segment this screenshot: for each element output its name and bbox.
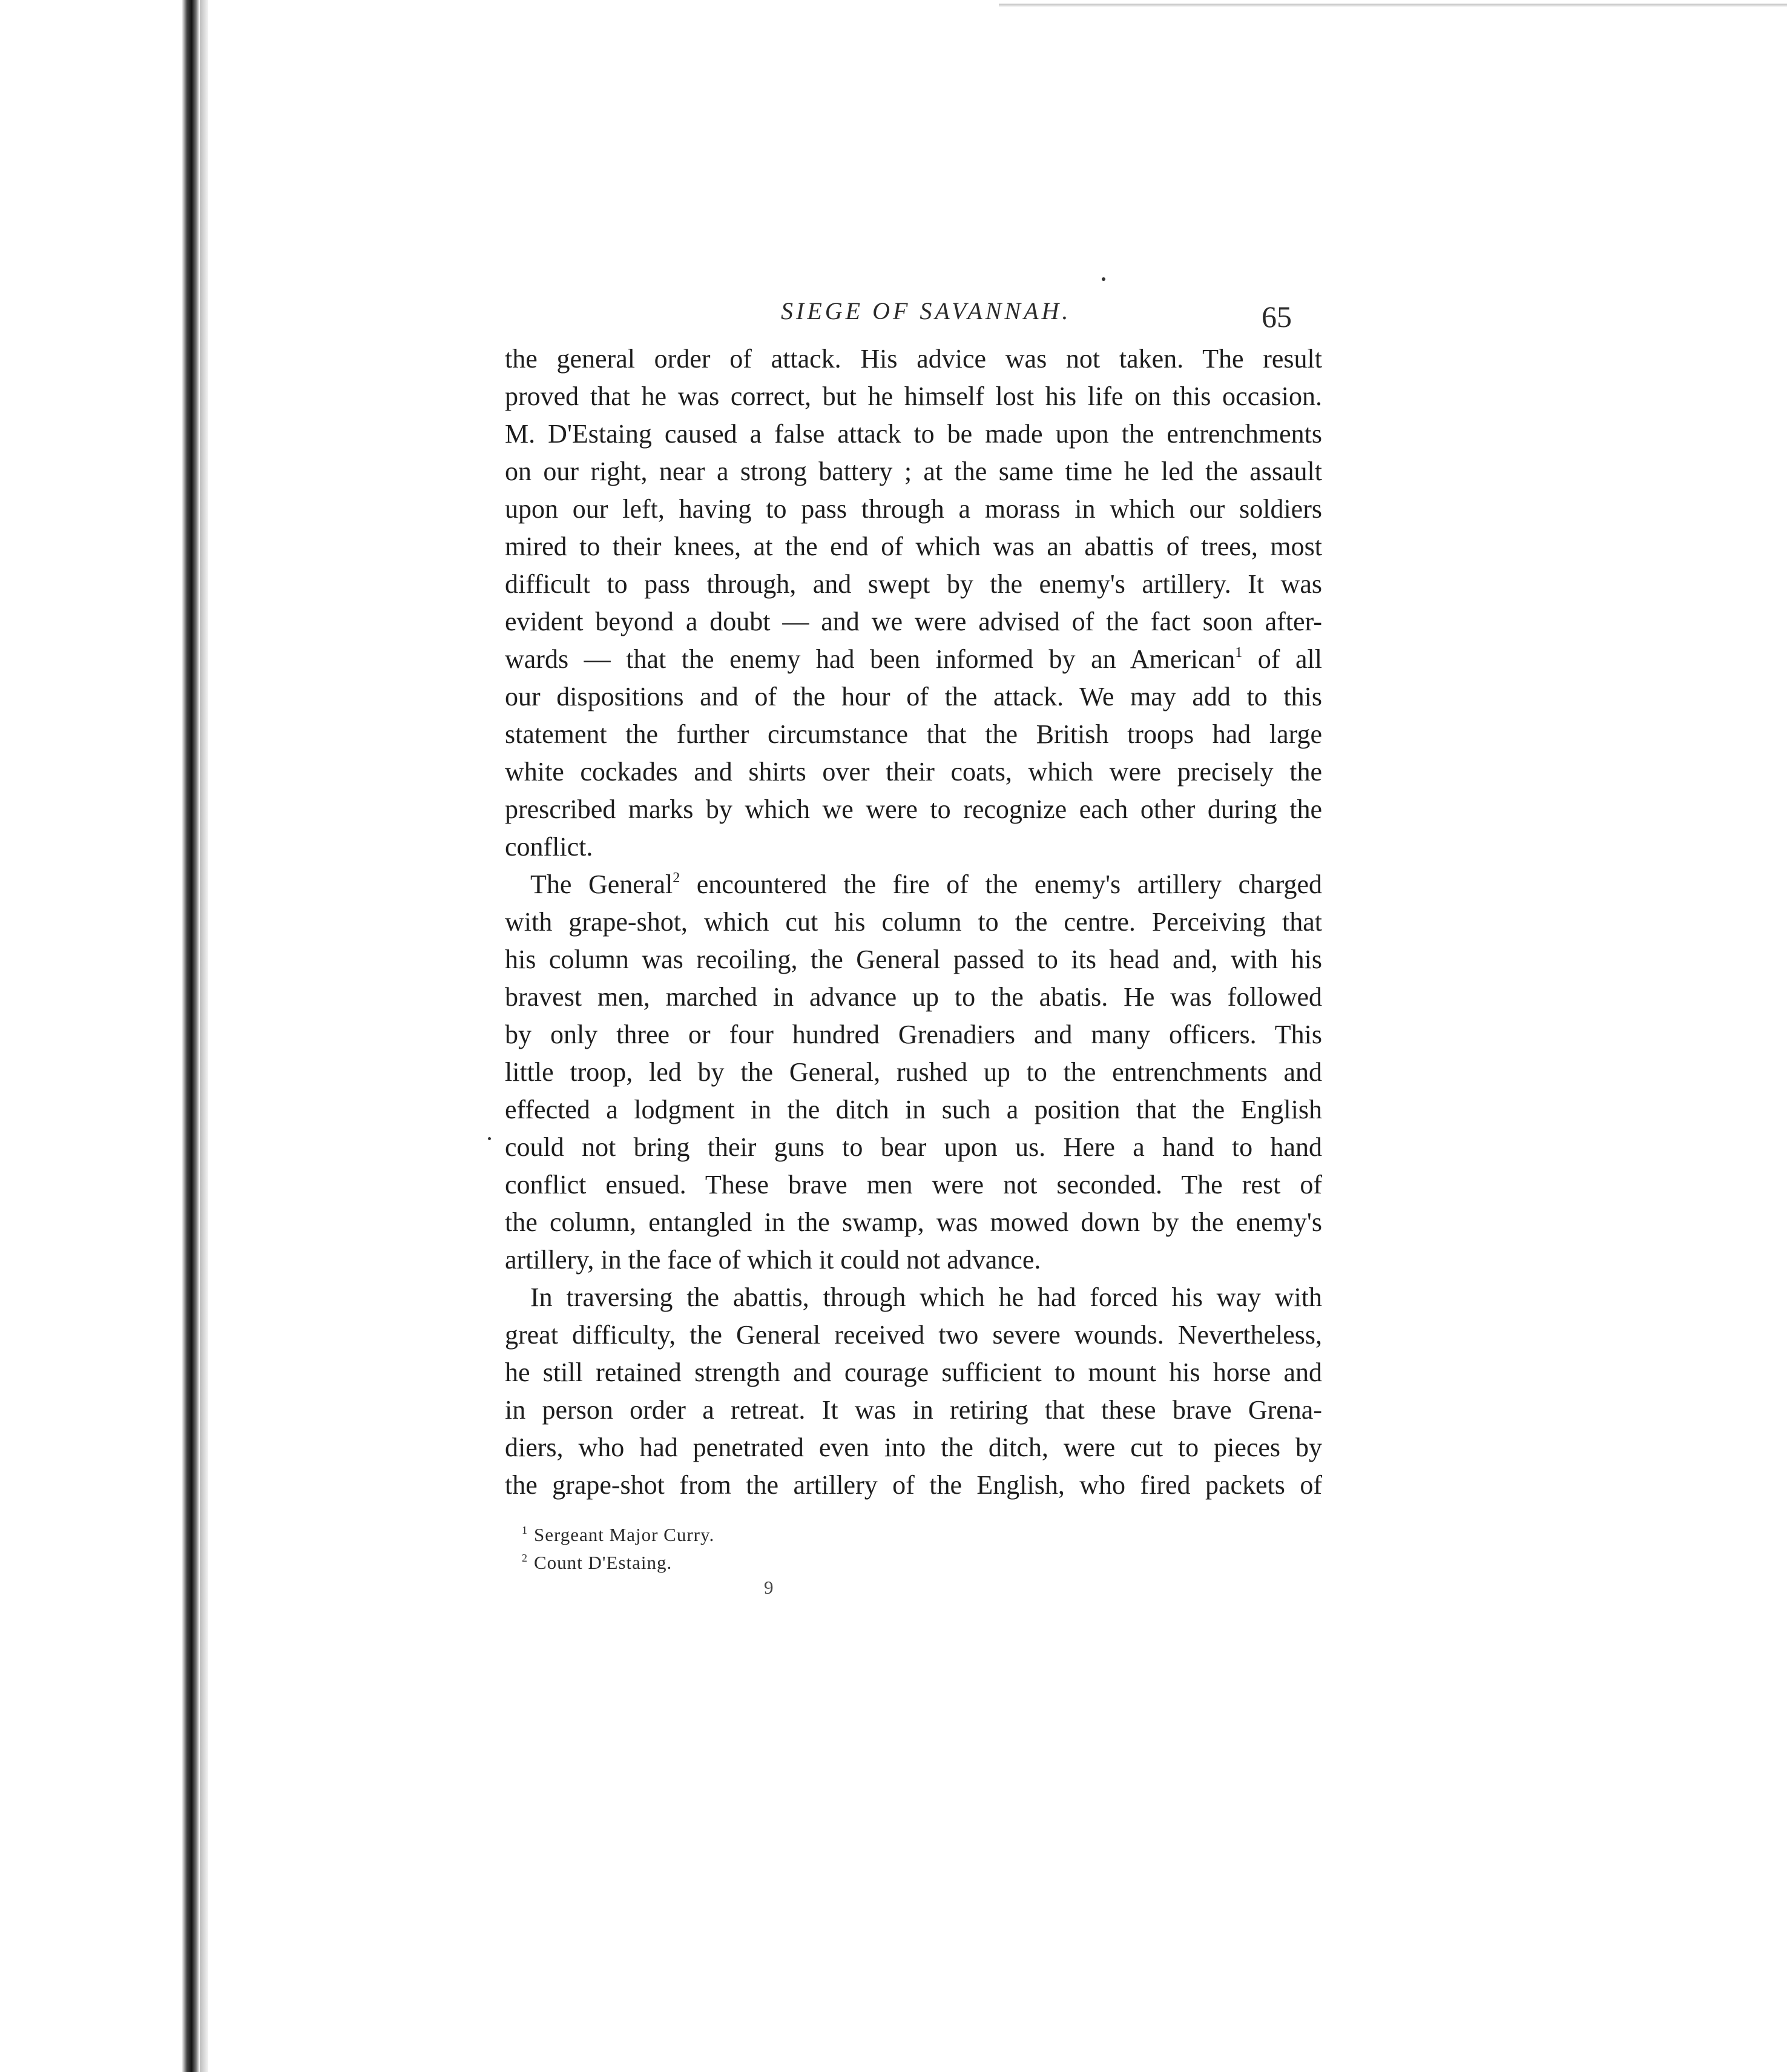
text-line: our dispositions and of the hour of the attack. We may add to this — [505, 682, 1322, 711]
signature-mark: 9 — [764, 1577, 774, 1598]
text-line: upon our left, having to pass through a morass in which our soldiers — [505, 494, 1322, 524]
text-line: the grape-shot from the artillery of the English, who fired packets of — [505, 1470, 1322, 1500]
scan-margin — [0, 0, 176, 2072]
running-head: SIEGE OF SAVANNAH. — [781, 297, 1071, 325]
footnote — [522, 1549, 1067, 1577]
scan-speck — [488, 1137, 491, 1140]
text-line — [505, 866, 1322, 903]
footnote — [522, 1521, 1067, 1549]
text-line: great difficulty, the General received two severe wounds. Nevertheless, — [505, 1320, 1322, 1350]
text-line: little troop, led by the General, rushed up to the entrenchments and — [505, 1057, 1322, 1087]
text-line: his column was recoiling, the General passed to its head and, with his — [505, 945, 1322, 974]
text-line: effected a lodgment in the ditch in such a position that the English — [505, 1095, 1322, 1124]
text-line: on our right, near a strong battery ; at the same time he led the assault — [505, 457, 1322, 486]
footnote-mark: 2 — [522, 1552, 528, 1564]
text-line: proved that he was correct, but he himself lost his life on this occasion. — [505, 381, 1322, 411]
text-line: prescribed marks by which we were to recognize each other during the — [505, 794, 1322, 824]
text-line: diers, who had penetrated even into the ditch, were cut to pieces by — [505, 1433, 1322, 1462]
footnote-text: Count D'Estaing. — [534, 1552, 673, 1573]
text-line: In traversing the abattis, through which he had forced his way with — [530, 1282, 1322, 1312]
text-line: conflict ensued. These brave men were not seconded. The rest of — [505, 1170, 1322, 1199]
text-line: he still retained strength and courage sufficient to mount his horse and — [505, 1358, 1322, 1387]
scan-top-edge — [999, 4, 1787, 7]
text-line: mired to their knees, at the end of which was an abattis of trees, most — [505, 532, 1322, 561]
text-line: could not bring their guns to bear upon us. Here a hand to hand — [505, 1132, 1322, 1162]
text-line: artillery, in the face of which it could not advance. — [505, 1245, 1041, 1275]
footnote-reference: 1 — [1235, 645, 1243, 661]
text-line: the general order of attack. His advice was not taken. The result — [505, 344, 1322, 374]
text-line: conflict. — [505, 832, 593, 862]
binding-gutter — [200, 0, 208, 2072]
text-line — [505, 641, 1322, 678]
text-segment: wards — that the enemy had been informed by an American — [505, 644, 1236, 674]
text-segment: of all — [1242, 644, 1322, 674]
text-segment: encountered the fire of the enemy's artillery charged — [680, 869, 1322, 899]
footnote-text: Sergeant Major Curry. — [534, 1524, 715, 1545]
scan-speck — [1102, 277, 1105, 281]
text-segment: The General — [530, 869, 673, 899]
text-line: difficult to pass through, and swept by the enemy's artillery. It was — [505, 569, 1322, 599]
footnote-mark: 1 — [522, 1524, 528, 1536]
footnote-reference: 2 — [673, 870, 680, 886]
text-line: bravest men, marched in advance up to the abatis. He was followed — [505, 982, 1322, 1012]
text-line: white cockades and shirts over their coats, which were precisely the — [505, 757, 1322, 787]
page-number: 65 — [1262, 300, 1292, 334]
body-text — [505, 340, 1322, 1504]
text-line: with grape-shot, which cut his column to the centre. Perceiving that — [505, 907, 1322, 937]
binding-shadow — [182, 0, 200, 2072]
footnotes — [522, 1521, 1067, 1577]
text-line: statement the further circumstance that the British troops had large — [505, 719, 1322, 749]
text-line: by only three or four hundred Grenadiers and many officers. This — [505, 1020, 1322, 1049]
text-line: in person order a retreat. It was in retiring that these brave Grena- — [505, 1395, 1322, 1425]
text-line: the column, entangled in the swamp, was mowed down by the enemy's — [505, 1207, 1322, 1237]
text-line: evident beyond a doubt — and we were advised of the fact soon after- — [505, 607, 1322, 636]
text-line: M. D'Estaing caused a false attack to be made upon the entrenchments — [505, 419, 1322, 449]
